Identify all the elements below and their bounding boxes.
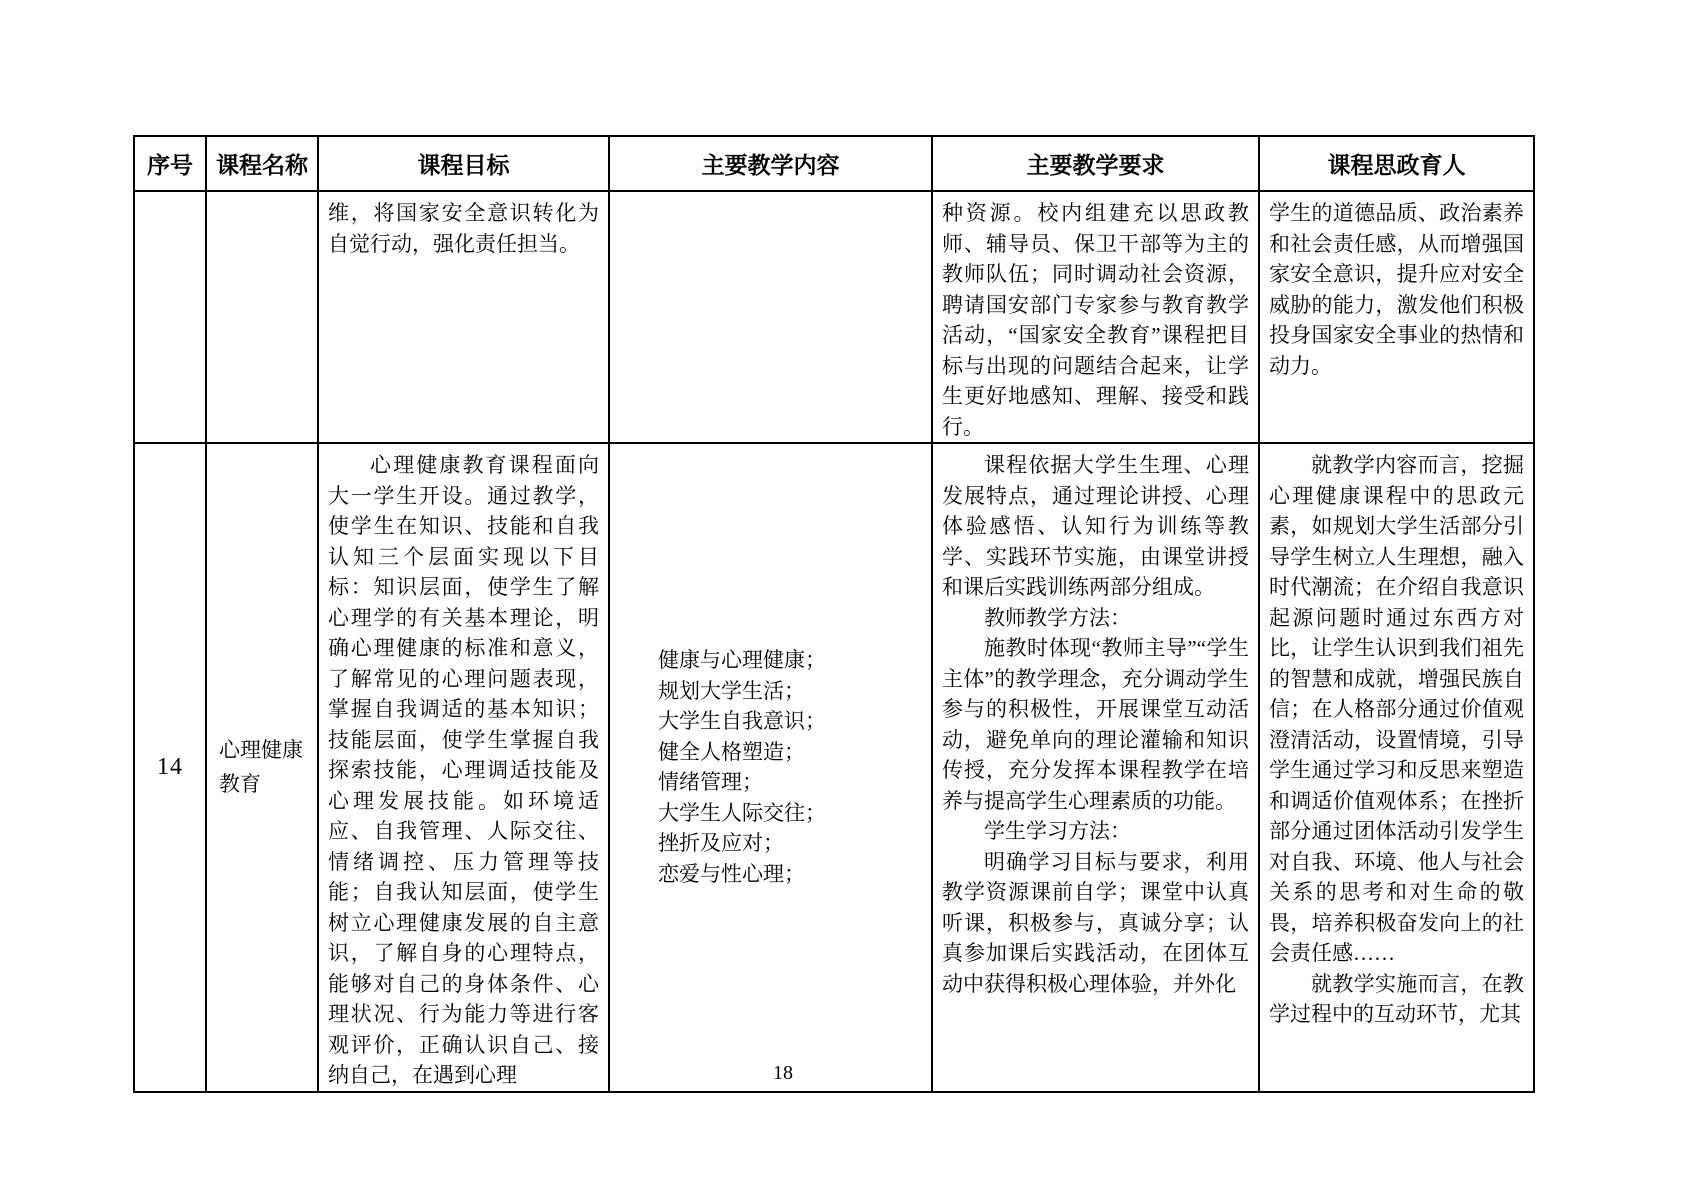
- header-cell-seq: 序号: [134, 136, 206, 191]
- header-row: [134, 136, 1534, 191]
- header-cell-teaching-requirements: 主要教学要求: [932, 136, 1259, 191]
- requirements-paragraph: 明确学习目标与要求，利用教学资源课前自学；课堂中认真听课，积极参与，真诚分享；认真参加课后实践活动，在团体互动中获得积极心理体验，并外化: [942, 849, 1249, 996]
- cell-objectives: [318, 443, 609, 1092]
- table-row-14: [134, 443, 1534, 1092]
- page-number: 18: [773, 1062, 793, 1084]
- header-cell-teaching-content: 主要教学内容: [609, 136, 932, 191]
- cell-seq-empty: [134, 191, 206, 443]
- teaching-content-item: 挫折及应对；: [658, 831, 784, 856]
- requirements-paragraph: 课程依据大学生生理、心理发展特点，通过理论讲授、心理体验感悟、认知行为训练等教学、实践环节实施，由课堂讲授和课后实践训练两部分组成。: [942, 453, 1249, 599]
- requirements-paragraph: 学生学习方法：: [984, 819, 1131, 843]
- sequence-number: 14: [157, 753, 183, 780]
- cell-course-name-empty: [206, 191, 318, 443]
- cell-seq: [134, 443, 206, 1092]
- teaching-content-item: 健康与心理健康；: [658, 648, 826, 673]
- header-cell-ideology: 课程思政育人: [1259, 136, 1534, 191]
- cell-ideology: [1259, 191, 1534, 443]
- teaching-content-item: 恋爱与性心理；: [658, 861, 805, 886]
- requirements-paragraph: 施教时体现“教师主导”“学生主体”的教学理念，充分调动学生参与的积极性，开展课堂互动活动，避免单向的理论灌输和知识传授，充分发挥本课程教学在培养与提高学生心理素质的功能。: [942, 636, 1249, 813]
- cell-teaching-requirements: [932, 191, 1259, 443]
- header-cell-course-name: 课程名称: [206, 136, 318, 191]
- ideology-paragraph: 就教学实施而言，在教学过程中的互动环节，尤其: [1269, 971, 1524, 1026]
- objectives-paragraph: 维，将国家安全意识转化为自觉行动，强化责任担当。: [328, 201, 599, 256]
- requirements-paragraph: 教师教学方法：: [984, 605, 1131, 630]
- cell-teaching-content: [609, 443, 932, 1092]
- course-name: 心理健康教育: [219, 738, 303, 797]
- table-row-continuation: [134, 191, 1534, 443]
- header-cell-objectives: 课程目标: [318, 136, 609, 191]
- cell-teaching-content-empty: [609, 191, 932, 443]
- cell-objectives: [318, 191, 609, 443]
- ideology-paragraph: 就教学内容而言，挖掘心理健康课程中的思政元素，如规划大学生活部分引导学生树立人生理想，融入时代潮流；在介绍自我意识起源问题时通过东西方对比，让学生认识到我们祖先的智慧和成就，增强民族自信；在人格部分通过价值观澄清活动，设置情境，引导学生通过学习和反思来塑造和调适价值观体系；在挫折部分通过团体活动引发学生对自我、环境、他人与社会关系的思考和对生命的敬畏，培养积极奋发向上的社会责任感……: [1269, 453, 1524, 965]
- teaching-content-item: 规划大学生活；: [658, 678, 805, 703]
- objectives-paragraph: 心理健康教育课程面向大一学生开设。通过教学，使学生在知识、技能和自我认知三个层面实现以下目标：知识层面，使学生了解心理学的有关基本理论，明确心理健康的标准和意义，了解常见的心理问题表现，掌握自我调适的基本知识；技能层面，使学生掌握自我探索技能，心理调适技能及心理发展技能。如环境适应、自我管理、人际交往、情绪调控、压力管理等技能；自我认知层面，使学生树立心理健康发展的自主意识，了解自身的心理特点，能够对自己的身体条件、心理状况、行为能力等进行客观评价，正确认识自己、接纳自己，在遇到心理: [328, 453, 599, 1087]
- cell-teaching-requirements: [932, 443, 1259, 1092]
- teaching-content-item: 健全人格塑造；: [658, 739, 805, 764]
- teaching-content-item: 大学生自我意识；: [658, 709, 826, 734]
- cell-course-name: [206, 443, 318, 1092]
- ideology-paragraph: 学生的道德品质、政治素养和社会责任感，从而增强国家安全意识，提升应对安全威胁的能力，激发他们积极投身国家安全事业的热情和动力。: [1269, 201, 1524, 378]
- cell-ideology: [1259, 443, 1534, 1092]
- requirements-paragraph: 种资源。校内组建充以思政教师、辅导员、保卫干部等为主的教师队伍；同时调动社会资源，聘请国安部门专家参与教育教学活动，“国家安全教育”课程把目标与出现的问题结合起来，让学生更好地感知、理解、接受和践行。: [942, 201, 1249, 439]
- teaching-content-item: 大学生人际交往；: [658, 800, 826, 825]
- course-table: [133, 135, 1535, 1093]
- teaching-content-item: 情绪管理；: [658, 770, 763, 795]
